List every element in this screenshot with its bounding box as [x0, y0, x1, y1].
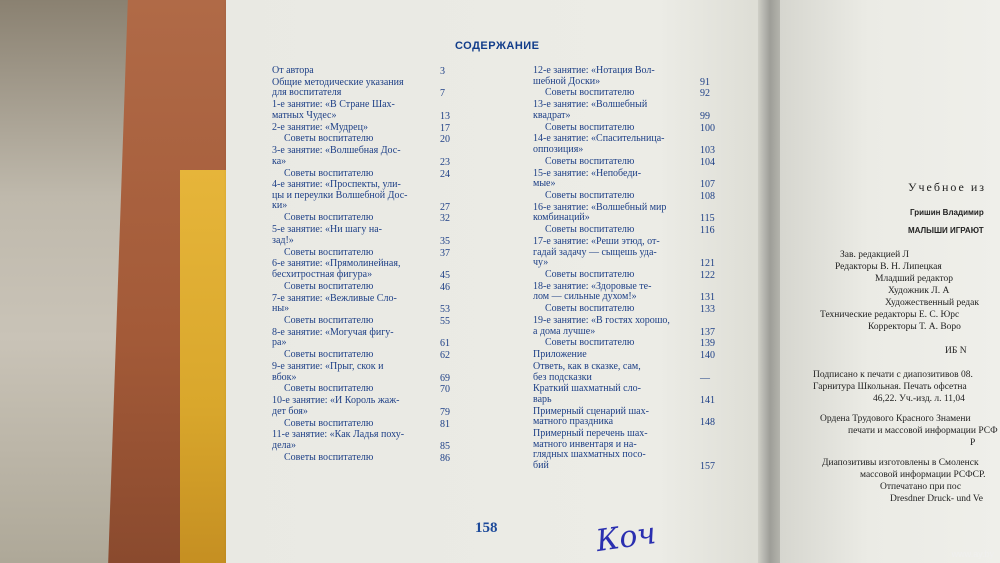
toc-entry: 9-е занятие: «Прыг, скок и вбок» [272, 361, 384, 383]
toc-page-number: 46 [440, 281, 450, 293]
toc-entry: 10-е занятие: «И Король жаж- дет боя» [272, 395, 400, 417]
imprint-line: массовой информации РСФСР. [860, 470, 986, 480]
toc-page-number: 23 [440, 156, 450, 168]
toc-entry: 6-е занятие: «Прямолинейная, бесхитростная фигура» [272, 258, 401, 280]
toc-page-number: 53 [440, 304, 450, 316]
toc-page-number: 139 [700, 338, 715, 350]
toc-page-number: 24 [440, 168, 450, 180]
toc-page-number: 148 [700, 417, 715, 429]
toc-entry: 18-е занятие: «Здоровые те- лом — сильные духом!» [533, 280, 652, 303]
toc-page-number: 45 [440, 270, 450, 281]
imprint-line: Младший редактор [875, 274, 954, 284]
toc-page-number: 85 [440, 441, 450, 452]
toc-entry: 17-е занятие: «Реши этюд, от- гадай задачу — сыщешь уда- чу» [533, 236, 660, 268]
toc-page-number: 62 [440, 350, 450, 362]
page-number: 158 [475, 520, 498, 536]
toc-page-number: 133 [700, 304, 715, 316]
toc-entry: Советы воспитателю [284, 451, 374, 463]
toc-entry: 4-е занятие: «Проспекты, ули- цы и переулки Волшебной Дос- ки» [272, 179, 408, 212]
toc-page-number: 35 [440, 235, 450, 247]
toc-entry: Советы воспитателю [284, 417, 374, 429]
imprint-line: Отпечатано при пос [880, 482, 962, 492]
toc-entry: Общие методические указания для воспитателя [272, 76, 404, 99]
toc-page-number: 92 [700, 88, 710, 100]
toc-page-number: 104 [700, 156, 715, 168]
toc-page-number: 32 [440, 213, 450, 225]
imprint-line: ИБ N [945, 346, 967, 356]
imprint-line: Диапозитивы изготовлены в Смоленск [822, 458, 979, 468]
toc-page-number: 140 [700, 350, 715, 362]
toc-entry: Советы воспитателю [545, 190, 635, 201]
toc-entry: Советы воспитателю [284, 246, 374, 258]
imprint-line: Учебное из [908, 180, 987, 194]
toc-page-number: 108 [700, 191, 715, 202]
toc-entry: Ответь, как в сказке, сам, без подсказки [533, 361, 641, 383]
toc-entry: Советы воспитателю [545, 121, 635, 133]
toc-page-number: 37 [440, 247, 450, 259]
toc-page-number: 91 [700, 76, 710, 88]
toc-page-number: 13 [440, 110, 450, 122]
imprint-line: Гарнитура Школьная. Печать офсетна [813, 382, 967, 392]
toc-page-number: 103 [700, 145, 715, 156]
toc-entry: 12-е занятие: «Нотация Вол- шебной Доски» [533, 65, 655, 87]
toc-page-number: 100 [700, 122, 715, 134]
toc-entry: Советы воспитателю [284, 280, 374, 292]
toc-page-number: 157 [700, 461, 715, 472]
toc-entry: 7-е занятие: «Вежливые Сло- ны» [272, 292, 397, 315]
toc-page-number: 3 [440, 66, 445, 77]
toc-page-number: 17 [440, 122, 450, 134]
handwritten-signature: Коч [593, 515, 659, 560]
toc-page-number: 121 [700, 258, 715, 270]
imprint-line: Технические редакторы Е. С. Юрс [820, 310, 960, 320]
imprint-line: Подписано к печати с диапозитивов 08. [813, 370, 973, 380]
toc-page-number: 131 [700, 292, 715, 304]
toc-entry: От автора [272, 65, 314, 76]
imprint-line: Зав. редакцией Л [840, 250, 910, 260]
contents-heading: СОДЕРЖАНИЕ [455, 40, 540, 52]
imprint-line: Р [970, 438, 976, 448]
toc-page-number: 107 [700, 179, 715, 191]
toc-entry: 1-е занятие: «В Стране Шах- матных Чудес» [272, 99, 395, 121]
toc-entry: Приложение [533, 349, 587, 361]
watermark: www.ay.by [951, 549, 994, 559]
toc-entry: Примерный сценарий шах- матного праздника [533, 405, 649, 428]
toc-entry: 8-е занятие: «Могучая фигу- ра» [272, 326, 394, 349]
toc-page-number: 137 [700, 326, 715, 338]
toc-entry: Советы воспитателю [284, 349, 374, 361]
imprint-line: Dresdner Druck- und Ve [890, 494, 983, 504]
toc-page-number: 99 [700, 110, 710, 122]
imprint-line: Гришин Владимир [910, 208, 984, 217]
toc-page-number: 141 [700, 395, 715, 406]
toc-page-number: 86 [440, 452, 450, 464]
toc-page-number: — [700, 372, 710, 384]
imprint-line: МАЛЫШИ ИГРАЮТ [908, 226, 984, 235]
toc-page-number: 27 [440, 201, 450, 213]
imprint-line: Ордена Трудового Красного Знамени [820, 414, 971, 424]
toc-page-number: 115 [700, 213, 715, 225]
toc-page-number: 70 [440, 384, 450, 396]
toc-entry: 14-е занятие: «Спасительница- оппозиция» [533, 133, 665, 155]
toc-entry: Советы воспитателю [545, 155, 635, 167]
toc-entry: Краткий шахматный сло- варь [533, 383, 641, 405]
toc-entry: Советы воспитателю [545, 87, 635, 99]
toc-entry: Советы воспитателю [545, 337, 635, 349]
toc-entry: Советы воспитателю [284, 315, 374, 326]
toc-page-number: 116 [700, 225, 715, 237]
toc-entry: Советы воспитателю [284, 212, 374, 224]
toc-entry: 19-е занятие: «В гостях хорошо, а дома лучше» [533, 315, 670, 337]
toc-entry: 5-е занятие: «Ни шагу на- зад!» [272, 224, 382, 246]
imprint-line: Художественный редак [885, 298, 979, 308]
toc-entry: Советы воспитателю [545, 303, 635, 315]
toc-entry: Советы воспитателю [284, 133, 374, 145]
toc-page-number: 20 [440, 134, 450, 146]
toc-page-number: 7 [440, 88, 445, 100]
toc-entry: 2-е занятие: «Мудрец» [272, 121, 368, 133]
toc-entry: 16-е занятие: «Волшебный мир комбинаций» [533, 201, 667, 224]
imprint-line: Художник Л. А [888, 286, 950, 296]
toc-entry: Советы воспитателю [545, 269, 635, 280]
toc-entry: Примерный перечень шах- матного инвентаря и на- глядных шахматных посо- бий [533, 428, 648, 471]
toc-entry: Советы воспитателю [284, 167, 374, 179]
toc-entry: 15-е занятие: «Непобеди- мые» [533, 167, 642, 190]
toc-entry: Советы воспитателю [284, 383, 374, 395]
toc-entry: 13-е занятие: «Волшебный квадрат» [533, 99, 648, 121]
toc-page-number: 79 [440, 406, 450, 418]
toc-page-number: 55 [440, 316, 450, 327]
imprint-line: печати и массовой информации РСФ [848, 426, 998, 436]
toc-page-number: 69 [440, 372, 450, 384]
toc-entry: 3-е занятие: «Волшебная Дос- ка» [272, 145, 401, 167]
toc-entry: Советы воспитателю [545, 224, 635, 236]
imprint-line: Корректоры Т. А. Воро [868, 322, 961, 332]
toc-page-number: 61 [440, 338, 450, 350]
toc-page-number: 81 [440, 418, 450, 430]
toc-entry: 11-е занятие: «Как Ладья поху- дела» [272, 429, 405, 451]
toc-page-number: 122 [700, 270, 715, 281]
imprint-line: 46,22. Уч.-изд. л. 11,04 [873, 394, 965, 404]
imprint-line: Редакторы В. Н. Липецкая [835, 262, 942, 272]
